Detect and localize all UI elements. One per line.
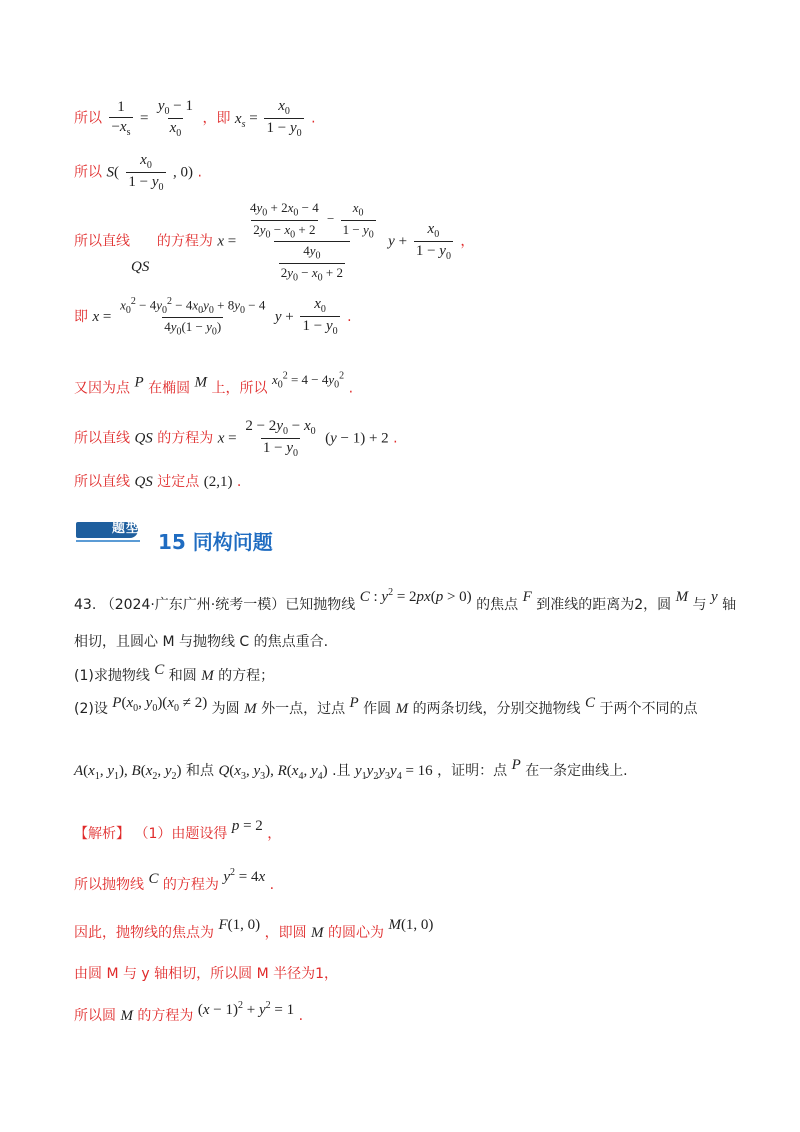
solution-line-7: 所以直线 QS 过定点 (2,1) .: [74, 474, 242, 490]
text: .: [269, 877, 275, 893]
text: 的焦点: [476, 597, 519, 613]
text: ，即圆: [264, 925, 307, 941]
text: 为圆: [211, 701, 240, 717]
text: 又因为点: [74, 380, 130, 397]
text: 轴: [722, 597, 737, 613]
text: .: [197, 164, 202, 181]
text: ，证明：点: [437, 763, 508, 779]
formula-fraction: $\frac{x_0}{1 - y_0}$: [415, 221, 451, 263]
text: 所以圆: [74, 1008, 116, 1024]
solution-line-4: 即 x = $\frac{x_0^2 - 4y_0^2 - 4x_0y_0 + 8y_0 - 4}{4y_0(1 - y_0)}$ y + $\frac{x_0}{1 - y_0}$ .: [74, 296, 352, 338]
problem-q2-line-1: (2)设 $P(x_0$, $y_0)(x_0 \ne 2)$ 为圆 M 外一点，过点 P 作圆 M 的两条切线，分别交抛物线 C 于两个不同的点: [74, 695, 698, 717]
formula-fraction: $\frac{y_0 - 1}{x_0}$: [157, 98, 194, 139]
problem-q1: (1)求抛物线 C 和圆 M 的方程；: [74, 662, 275, 684]
text: 即: [74, 308, 88, 325]
text: .: [311, 110, 316, 127]
solution-line-3: 所以直线 的方程为 x = $\frac{4y_0 + 2x_0 - 4}{2y_0 - x_0 + 2}$ − $\frac{x_0}{1 - y_0}$ $\frac{4y_0}{2y_0 - x_0 + 2}$ y + $\frac{x_0}{1 - y_0}$ ，: [74, 200, 475, 284]
text: 外一点，过点: [261, 701, 346, 717]
formula-fraction: $\frac{x_0}{1 - y_0}$: [266, 98, 302, 139]
section-title: 15 同构问题: [158, 530, 273, 554]
text: 过定点: [157, 474, 200, 490]
text: (2)设: [74, 701, 108, 717]
text: 的方程为: [157, 430, 214, 447]
solution-step-3: 因此，抛物线的焦点为 F(1, 0) ，即圆 M 的圆心为 M(1, 0): [74, 917, 434, 941]
text: （1）由题设得: [134, 826, 228, 842]
text: 所以直线: [74, 430, 130, 447]
solution-label: 【解析】: [74, 826, 130, 842]
section-divider: [76, 540, 140, 542]
solution-line-5: 又因为点 P 在椭圆 M 上，所以 $x_0^2 = 4 - 4y_0^2$ .: [74, 371, 354, 397]
text: 所以: [74, 164, 102, 181]
problem-line-1: 43. （2024·广东广州·统考一模）已知抛物线 C : $y^2 = 2px(p > 0)$ 的焦点 F 到准线的距离为2，圆 M 与 y 轴: [74, 587, 737, 613]
text: .: [348, 380, 354, 397]
solution-line-2: 所以 S( $\frac{x_0}{1 - y_0}$ , 0) .: [74, 152, 202, 193]
text: ，即: [202, 110, 231, 127]
solution-line-6: 所以直线 QS 的方程为 x = $\frac{2 - 2y_0 - x_0}{1 - y_0}$ (y − 1) + 2 .: [74, 418, 398, 459]
text: 的方程；: [218, 668, 275, 684]
text: 作圆: [363, 701, 392, 717]
text: 到准线的距离为2，圆: [536, 597, 672, 613]
text: 所以直线: [74, 233, 130, 250]
formula-big-fraction: $\frac{4y_0 + 2x_0 - 4}{2y_0 - x_0 + 2}$ − $\frac{x_0}{1 - y_0}$ $\frac{4y_0}{2y_0 - x_0 + 2}$: [250, 200, 374, 284]
text: 在一条定曲线上.: [525, 763, 628, 779]
qs-label: QS: [131, 259, 150, 275]
formula-fraction: $\frac{x_0}{1 - y_0}$: [302, 296, 338, 338]
text: 与: [692, 597, 707, 613]
text: 于两个不同的点: [599, 701, 698, 717]
text: 所以: [74, 110, 102, 127]
text: 的方程为: [137, 1008, 194, 1024]
text: 上，所以: [211, 380, 268, 397]
solution-line-1: 所以 $\frac{1}{-x_s}$ = $\frac{y_0 - 1}{x_0}$ ，即 $x_s$ = $\frac{x_0}{1 - y_0}$ .: [74, 98, 316, 139]
text: .: [298, 1008, 304, 1024]
formula-fraction: $\frac{1}{-x_s}$: [111, 99, 131, 138]
solution-step-1: 【解析】 （1）由题设得 p = 2 ，: [74, 818, 282, 842]
text: .: [236, 474, 242, 490]
text: ，: [267, 826, 282, 842]
formula-fraction: $\frac{x_0^2 - 4y_0^2 - 4x_0y_0 + 8y_0 - 4}{4y_0(1 - y_0)}$: [120, 296, 266, 338]
text: 因此，抛物线的焦点为: [74, 925, 214, 941]
text: 和点: [185, 763, 214, 779]
solution-step-4: 由圆 M 与 y 轴相切，所以圆 M 半径为1，: [74, 966, 339, 982]
text: 的方程为: [156, 233, 213, 250]
formula-fraction: $\frac{2 - 2y_0 - x_0}{1 - y_0}$: [245, 418, 316, 459]
text: .且: [332, 763, 351, 779]
text: 的两条切线，分别交抛物线: [412, 701, 581, 717]
text: .: [347, 308, 352, 325]
text: ，: [460, 233, 475, 250]
text: .: [393, 430, 398, 447]
text: （2024·广东广州·统考一模）已知抛物线: [100, 597, 356, 613]
text: 所以抛物线: [74, 877, 144, 893]
problem-line-2: 相切，且圆心 M 与抛物线 C 的焦点重合.: [74, 634, 329, 650]
text: 的方程为: [162, 877, 219, 893]
formula-fraction: $\frac{x_0}{1 - y_0}$: [128, 152, 164, 193]
solution-step-5: 所以圆 M 的方程为 $(x - 1)^2 + y^2 = 1$ .: [74, 1000, 304, 1024]
text: 在椭圆: [148, 380, 191, 397]
text: (1)求抛物线: [74, 668, 150, 684]
text: 所以直线: [74, 474, 130, 490]
text: 和圆: [168, 668, 197, 684]
problem-number: 43.: [74, 597, 97, 613]
section-badge-label: 题型: [112, 521, 141, 536]
problem-q2-line-2: $A(x_1$, $y_1$), $B(x_2$, $y_2$) 和点 $Q(x_3$, $y_3$), $R(x_4$, $y_4$) .且 $y_1y_2y_3y_4 = 16$ ，证明：点 P 在一条定曲线上.: [74, 757, 628, 782]
solution-step-2: 所以抛物线 C 的方程为 $y^2 = 4x$ .: [74, 867, 275, 893]
text: 的圆心为: [327, 925, 384, 941]
